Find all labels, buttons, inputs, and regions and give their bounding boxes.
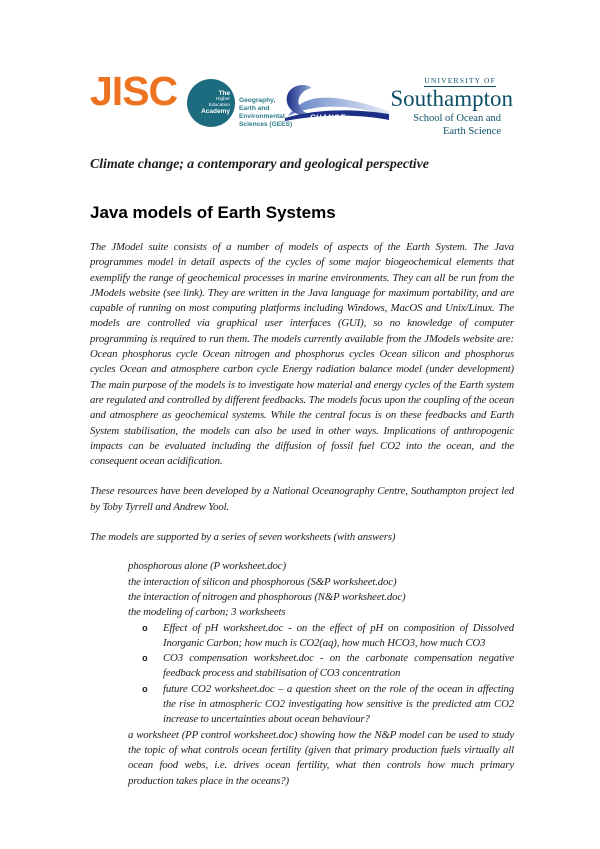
change-wave-logo [282,85,390,127]
hea-line: The [218,90,230,98]
worksheet-item: phosphorous alone (P worksheet.doc) [128,560,286,573]
course-subtitle: Climate change; a contemporary and geological perspective [90,157,429,172]
jisc-logo: JISC [90,68,178,114]
sub-bullet-marker: o [142,653,148,665]
worksheet-sub-item: o CO3 compensation worksheet.doc - on the carbonate compensation negative feedback process and stabilisation of CO3 concentration [142,651,514,682]
worksheet-sub-item: o future CO2 worksheet.doc – a question sheet on the role of the ocean in affecting the rise in atmospheric CO2 investigating how sensitive is the predicted atm CO2 increase to uncertainties about ocean behaviour? [142,682,514,728]
gees-line: Sciences (GEES) [239,121,293,128]
worksheet-closing-item: a worksheet (PP control worksheet.doc) showing how the N&P model can be used to study the topic of what controls ocean fertility (given that primary production fuels virtually all ocean food webs, i.e. drives ocean fertility, what then controls how much primary production takes place in the oceans?) [128,728,514,787]
higher-education-academy-logo [187,79,235,127]
document-content [90,150,514,789]
southampton-logo [378,70,513,138]
worksheet-sub-item: o Effect of pH worksheet.doc - on the effect of pH on composition of Dissolved Inorganic Carbon; how much is CO2(aq), how much HCO3, how much CO3 [142,621,514,652]
worksheet-item: the interaction of nitrogen and phosphorous (N&P worksheet.doc) [128,590,406,603]
wave-curl [287,85,312,115]
worksheets-lead-in: The models are supported by a series of seven worksheets (with answers) [90,531,396,544]
worksheet-item: the modeling of carbon; 3 worksheets [128,606,286,619]
logo-banner [0,0,600,150]
change-wordmark: CHANGE [310,112,346,122]
worksheet-item: the interaction of silicon and phosphorous (S&P worksheet.doc) [128,575,397,588]
gees-line: Earth and [239,105,270,112]
school-label: School of Ocean and Earth Science [413,113,501,137]
hea-line: Higher [215,97,230,103]
credits-paragraph: These resources have been developed by a National Oceanography Centre, Southampton project led by Toby Tyrrell and Andrew Yool. [90,485,514,513]
sub-bullet-marker: o [142,683,148,695]
page-title: Java models of Earth Systems [90,203,336,222]
gees-line: Geography, [239,97,276,104]
intro-paragraph: The JModel suite consists of a number of models of aspects of the Earth System. The Java programmes model in detail aspects of the cycles of some major biogeochemical elements that exemplify the range of geochemical processes in marine environments. They can all be run from the JModels website (see link). They are written in the Java language for maximum portability, and are capable of running on most computing platforms including Windows, MacOS and Unix/Linux. The models are controlled via graphical user interfaces (GUI), so no knowledge of computer programming is required to run them. The models currently available from the JModels website are: Ocean phosphorus cycle Ocean nitrogen and phosphorus cycles Ocean silicon and phosphorus cycles Ocean and atmosphere carbon cycle Energy radiation balance model (under development) The main purpose of the models is to investigate how material and energy cycles of the Earth system are regulated and controlled by different feedbacks. The models focus upon the coupling of the ocean and atmosphere as geochemical systems. While the central focus is on these feedbacks and Earth System stabilisation, the models can also be used in other ways. Implications of anthropogenic impacts can be evaluated including the diffusion of fossil fuel CO2 into the ocean, and the consequent ocean acidification. [90,241,514,468]
gees-line: Environmental [239,113,285,120]
southampton-wordmark: Southampton [390,86,513,111]
hea-line: Education [208,102,230,108]
university-of-label: UNIVERSITY OF [424,76,496,85]
hea-line: Academy [201,108,230,116]
worksheet-list [90,559,514,788]
sub-bullet-marker: o [142,622,148,634]
